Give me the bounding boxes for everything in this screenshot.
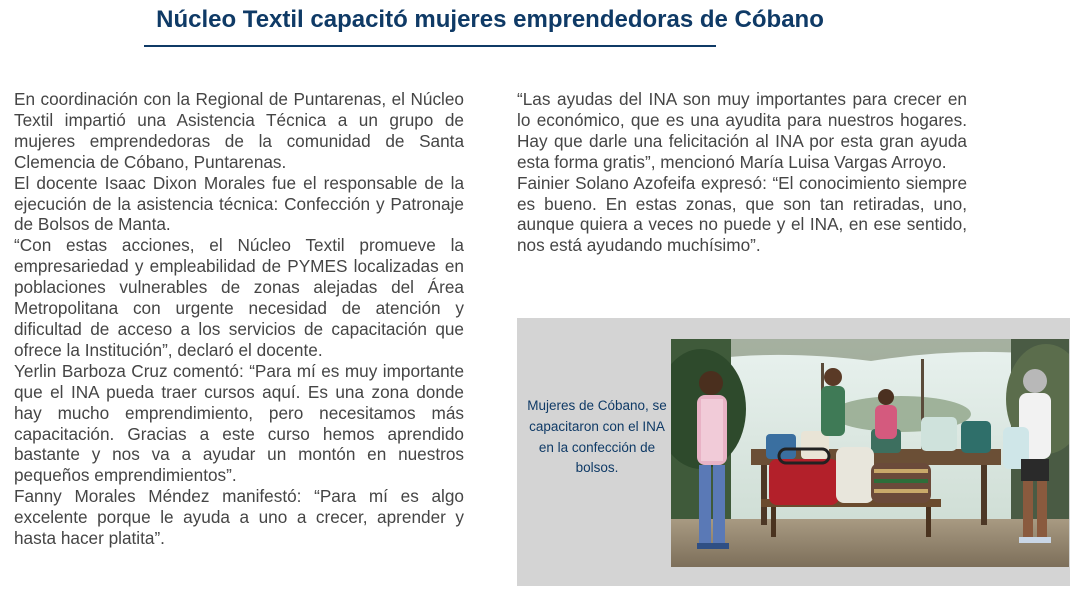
paragraph-docente: El docente Isaac Dixon Morales fue el responsable de la ejecución de la asistencia técnica: Confección y Patronaje de Bolsos de Manta. bbox=[14, 172, 464, 235]
group-photo bbox=[671, 339, 1069, 567]
article-title: Núcleo Textil capacitó mujeres emprendedoras de Cóbano bbox=[156, 6, 824, 33]
left-column bbox=[14, 89, 464, 549]
paragraph-quote-maria: “Las ayudas del INA son muy importantes para crecer en lo económico, que es una ayudita para nuestros hogares. Hay que darle una felicitación al INA por esta gran ayuda esta forma gratis”, mencionó María Luisa Vargas Arroyo. bbox=[517, 89, 967, 172]
paragraph-quote-fanny: Fanny Morales Méndez manifestó: “Para mí es algo excelente porque le ayuda a uno a crecer, aprender y hasta hacer platita”. bbox=[14, 486, 464, 549]
paragraph-quote-yerlin: Yerlin Barboza Cruz comentó: “Para mí es muy importante que el INA pueda traer cursos aquí. Es una zona donde hay mucho emprendimiento, pero necesitamos más capacitación. Gracias a este curso hemos aprendido bastante y nos va a ayudar un montón en nuestros pequeños emprendimientos”. bbox=[14, 360, 464, 486]
paragraph-quote-fainier: Fainier Solano Azofeifa expresó: “El conocimiento siempre es bueno. En estas zonas, que son tan retiradas, uno, aunque quiera a veces no puede y el INA, en ese sentido, nos está ayudando muchísimo”. bbox=[517, 172, 967, 256]
photo-caption: Mujeres de Cóbano, se capacitaron con el INA en la confección de bolsos. bbox=[527, 398, 667, 476]
title-underline bbox=[144, 45, 716, 47]
paragraph-quote-docente: “Con estas acciones, el Núcleo Textil promueve la empresariedad y empleabilidad de PYMES localizadas en poblaciones vulnerables de zonas alejadas del Área Metropolitana con urgente necesidad de atención y dificultad de acceso a los servicios de capacitación que ofrece la Institución”, declaró el docente. bbox=[14, 235, 464, 360]
paragraph-intro: En coordinación con la Regional de Puntarenas, el Núcleo Textil impartió una Asistencia Técnica a un grupo de mujeres emprendedoras de la comunidad de Santa Clemencia de Cóbano, Puntarenas. bbox=[14, 89, 464, 172]
right-column bbox=[517, 89, 967, 256]
